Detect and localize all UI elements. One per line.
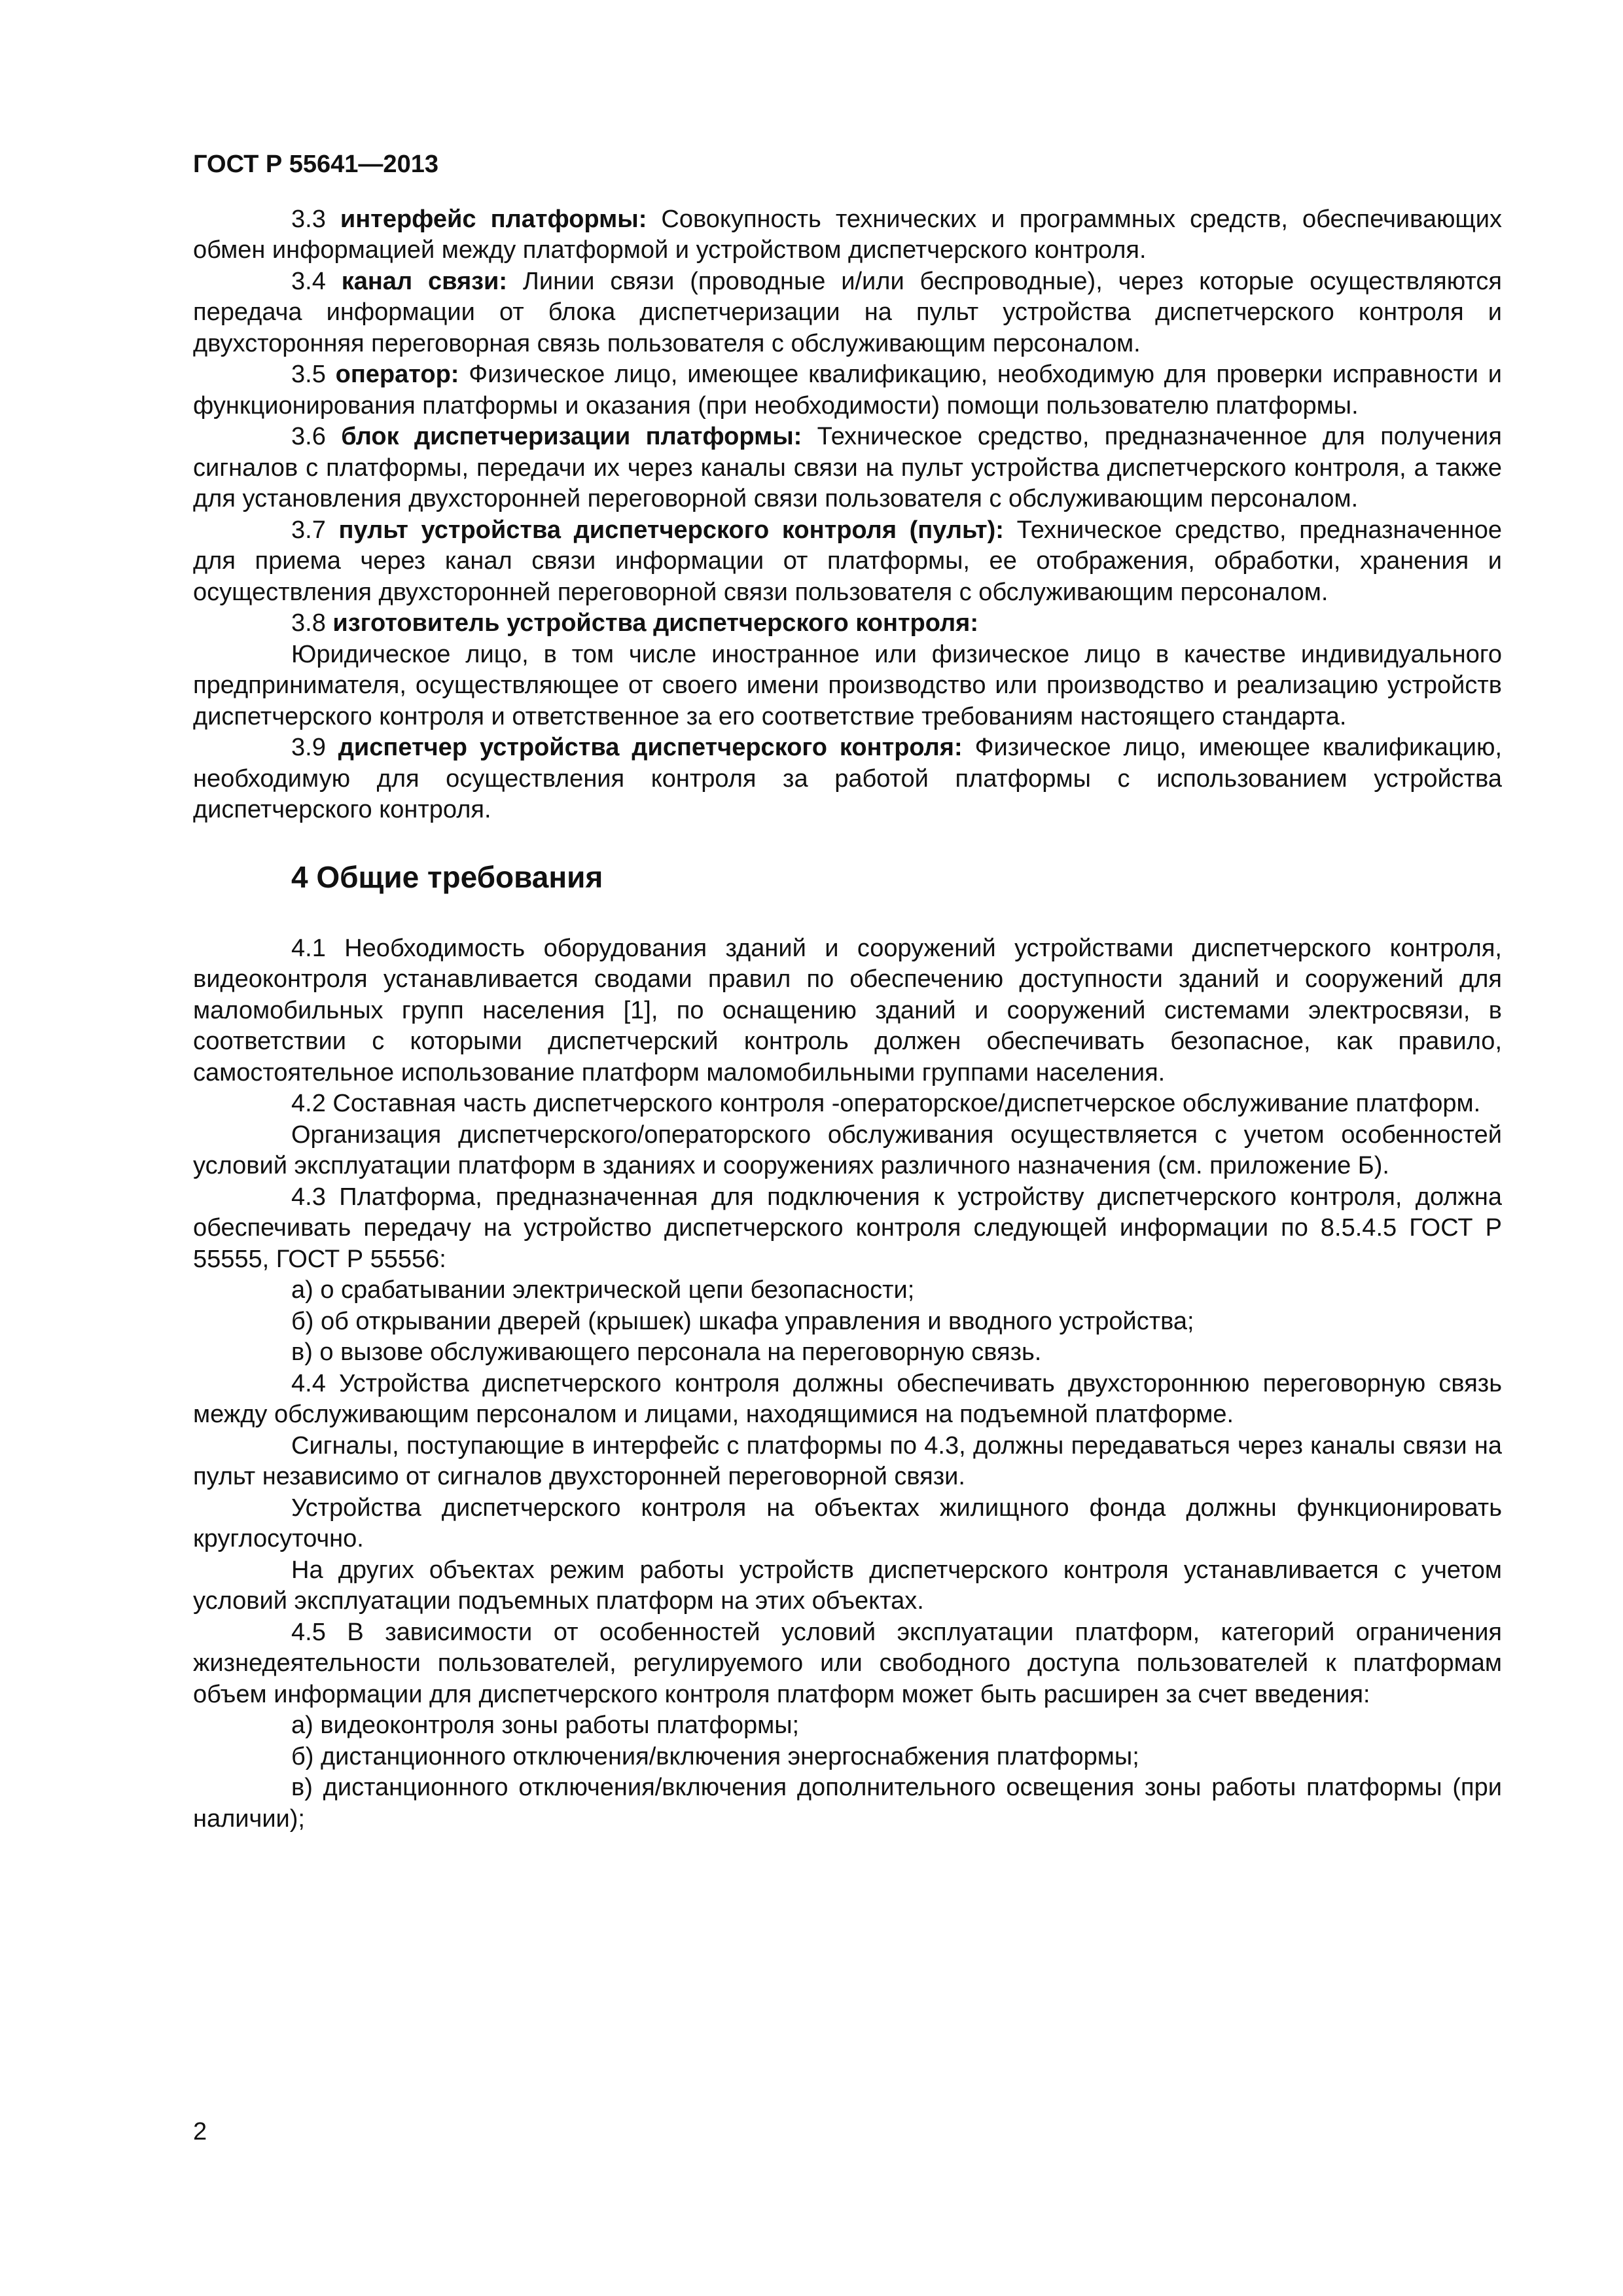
definition-3-9: [193, 732, 1502, 826]
definition-3-6: [193, 422, 1502, 515]
definition-number: 3.6: [291, 423, 326, 450]
definition-term: канал связи:: [341, 267, 508, 295]
paragraph-4-4-housing: Устройства диспетчерского контроля на объектах жилищного фонда должны функционировать круглосуточно.: [193, 1494, 1502, 1552]
definition-text: Линии связи (проводные и/или беспроводные), через которые осуществляются передача информации от блока диспетчеризации на пульт устройства диспетчерского контроля и двухсторонняя переговорная связь пользователя с обслуживающим персоналом.: [193, 267, 1502, 357]
definition-number: 3.5: [291, 361, 326, 388]
list-item: б) дистанционного отключения/включения энергоснабжения платформы;: [291, 1742, 1139, 1770]
definition-number: 3.7: [291, 516, 326, 544]
definition-3-7: [193, 515, 1502, 609]
list-item: б) об открывании дверей (крышек) шкафа управления и вводного устройства;: [291, 1307, 1194, 1335]
definition-3-8: [193, 608, 1502, 639]
definition-term: изготовитель устройства диспетчерского контроля:: [332, 609, 978, 637]
definition-term: диспетчер устройства диспетчерского контроля:: [338, 734, 963, 761]
paragraph-4-2-org: Организация диспетчерского/операторского обслуживания осуществляется с учетом особенностей условий эксплуатации платформ в зданиях и сооружениях различного назначения (см. приложение Б).: [193, 1121, 1502, 1179]
list-item: а) видеоконтроля зоны работы платформы;: [291, 1712, 800, 1739]
list-item: в) дистанционного отключения/включения дополнительного освещения зоны работы платформы (при наличии);: [193, 1774, 1502, 1833]
definition-term: интерфейс платформы:: [340, 205, 647, 233]
definition-number: 3.9: [291, 734, 326, 761]
definition-text: Физическое лицо, имеющее квалификацию, необходимую для проверки исправности и функционирования платформы и оказания (при необходимости) помощи пользователю платформы.: [193, 361, 1502, 420]
section-title: 4 Общие требования: [291, 859, 603, 894]
paragraph-4-1: 4.1 Необходимость оборудования зданий и сооружений устройствами диспетчерского контроля, видеоконтроля устанавливается сводами правил по обеспечению доступности зданий и сооружений для маломобильных групп населения [1], по оснащению зданий и сооружений системами электросвязи, в соответствии с которыми диспетчерский контроль должен обеспечивать безопасное, как правило, самостоятельное использование платформ маломобильными группами населения.: [193, 934, 1502, 1086]
definition-3-5: [193, 359, 1502, 422]
paragraph-4-4-other: На других объектах режим работы устройств диспетчерского контроля устанавливается с учетом условий эксплуатации подъемных платформ на этих объектах.: [193, 1556, 1502, 1615]
definition-number: 3.3: [291, 205, 326, 233]
list-item: а) о срабатывании электрической цепи безопасности;: [291, 1276, 915, 1304]
document-page: [193, 149, 1502, 1835]
paragraph-4-2: 4.2 Составная часть диспетчерского контроля -операторское/диспетчерское обслуживание платформ.: [291, 1090, 1481, 1117]
definition-number: 3.8: [291, 609, 326, 637]
page-number: 2: [193, 2118, 207, 2145]
definition-text: Физическое лицо, имеющее квалификацию, необходимую для осуществления контроля за работой платформы с использованием устройства диспетчерского контроля.: [193, 734, 1502, 823]
definition-term: оператор:: [335, 361, 459, 388]
definition-3-4: [193, 266, 1502, 360]
paragraph-4-5: 4.5 В зависимости от особенностей условий эксплуатации платформ, категорий ограничения жизнедеятельности пользователей, регулируемого или свободного доступа пользователей к платформам объем информации для диспетчерского контроля платформ может быть расширен за счет введения:: [193, 1618, 1502, 1708]
definition-term: блок диспетчеризации платформы:: [341, 423, 802, 450]
paragraph-4-4-signals: Сигналы, поступающие в интерфейс с платформы по 4.3, должны передаваться через каналы связи на пульт независимо от сигналов двухсторонней переговорной связи.: [193, 1431, 1502, 1490]
definition-text: Техническое средство, предназначенное для приема через канал связи информации от платформы, ее отображения, обработки, хранения и осуществления двухсторонней переговорной связи пользователя с обслуживающим персоналом.: [193, 516, 1502, 606]
definition-number: 3.4: [291, 267, 326, 295]
paragraph-4-3: 4.3 Платформа, предназначенная для подключения к устройству диспетчерского контроля, должна обеспечивать передачу на устройство диспетчерского контроля следующей информации по 8.5.4.5 ГОСТ Р 55555, ГОСТ Р 55556:: [193, 1183, 1502, 1273]
document-header: ГОСТ Р 55641—2013: [193, 151, 438, 178]
definition-text: Совокупность технических и программных средств, обеспечивающих обмен информацией между платформой и устройством диспетчерского контроля.: [193, 205, 1502, 264]
definition-3-8-body: Юридическое лицо, в том числе иностранное или физическое лицо в качестве индивидуального предпринимателя, осуществляющее от своего имени производство или производство и реализацию устройств диспетчерского контроля и ответственное за его соответствие требованиям настоящего стандарта.: [193, 640, 1502, 730]
definition-3-3: [193, 204, 1502, 266]
definition-text: Техническое средство, предназначенное для получения сигналов с платформы, передачи их через каналы связи на пульт устройства диспетчерского контроля, а также для установления двухсторонней переговорной связи пользователя с обслуживающим персоналом.: [193, 423, 1502, 512]
definition-term: пульт устройства диспетчерского контроля (пульт):: [338, 516, 1004, 544]
paragraph-4-4: 4.4 Устройства диспетчерского контроля должны обеспечивать двухстороннюю переговорную связь между обслуживающим персоналом и лицами, находящимися на подъемной платформе.: [193, 1369, 1502, 1428]
list-item: в) о вызове обслуживающего персонала на переговорную связь.: [291, 1338, 1042, 1366]
